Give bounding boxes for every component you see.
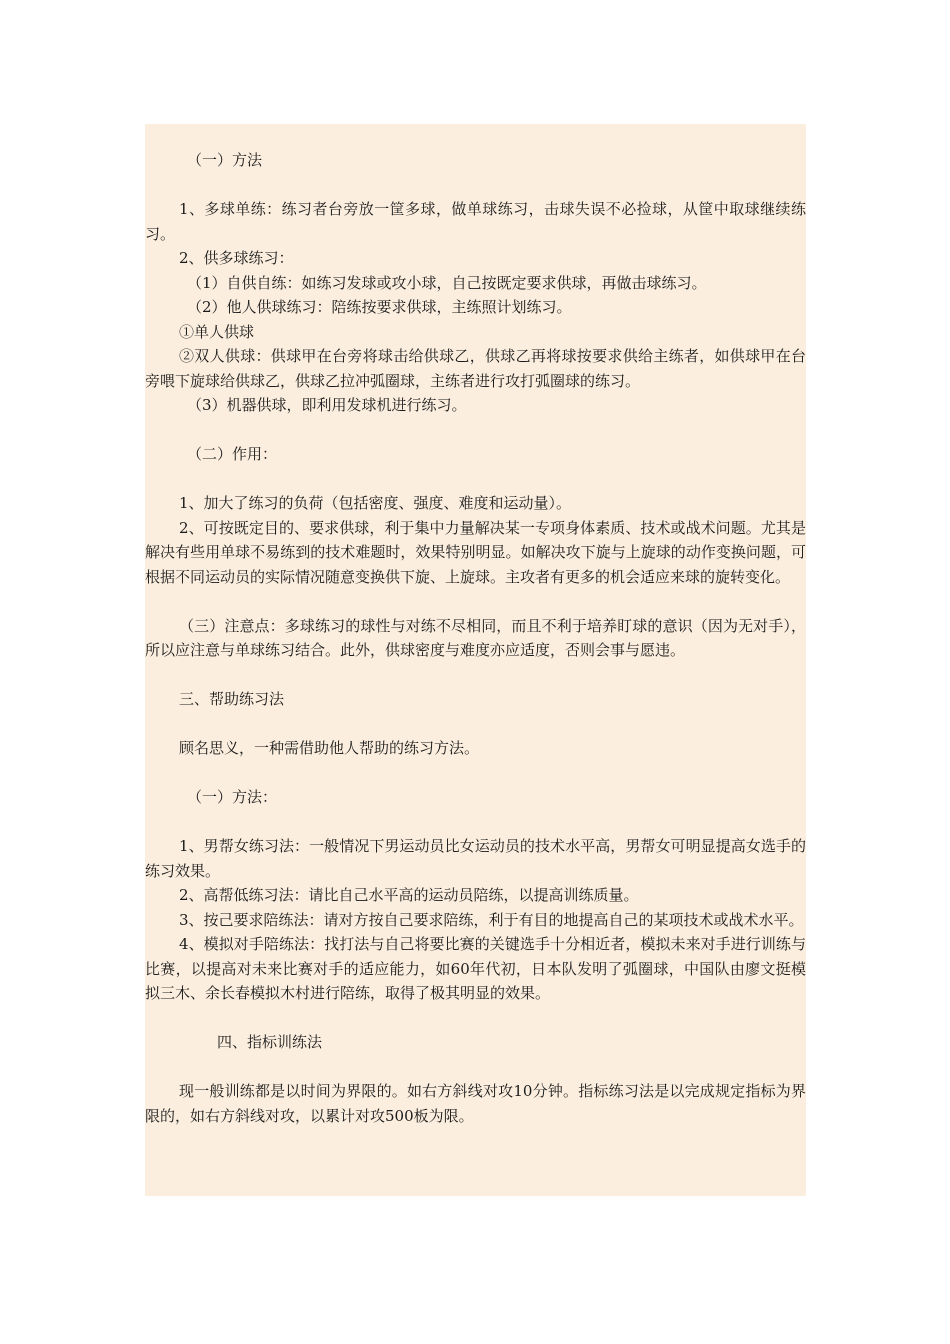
paragraph-help-4: 4、模拟对手陪练法：找打法与自己将要比赛的关键选手十分相近者，模拟未来对手进行训练与比赛，以提高对未来比赛对手的适应能力，如60年代初，日本队发明了弧圈球，中国队由廖文挺模拟三木、余长春模拟木村进行陪练，取得了极其明显的效果。	[145, 935, 806, 1002]
paragraph-help-3: 3、按己要求陪练法：请对方按自己要求陪练，利于有目的地提高自己的某项技术或战术水平。	[179, 910, 804, 929]
heading-section-3: 三、帮助练习法	[179, 690, 285, 708]
heading-method-1: （一）方法	[187, 151, 263, 169]
paragraph-multi-ball-single: 1、多球单练：练习者台旁放一筐多球，做单球练习，击球失误不必捡球，从筐中取球继续练习。	[145, 200, 806, 243]
heading-method-2: （一）方法：	[187, 788, 278, 806]
paragraph-machine-feed: （3）机器供球，即利用发球机进行练习。	[187, 396, 467, 414]
paragraph-double-feeder: ②双人供球：供球甲在台旁将球击给供球乙，供球乙再将球按要求供给主练者，如供球甲在台旁喂下旋球给供球乙，供球乙拉冲弧圈球，主练者进行攻打弧圈球的练习。	[145, 347, 806, 390]
paragraph-section-4-desc: 现一般训练都是以时间为界限的。如右方斜线对攻10分钟。指标练习法是以完成规定指标为界限的，如右方斜线对攻，以累计对攻500板为限。	[145, 1082, 806, 1125]
paragraph-self-feed: （1）自供自练：如练习发球或攻小球，自己按既定要求供球，再做击球练习。	[187, 273, 707, 292]
document-page	[145, 124, 806, 1196]
paragraph-multi-ball-feed: 2、供多球练习：	[179, 249, 294, 267]
heading-effect: （二）作用：	[187, 445, 278, 463]
paragraph-effect-1: 1、加大了练习的负荷（包括密度、强度、难度和运动量）。	[179, 494, 572, 512]
paragraph-partner-feed: （2）他人供球练习：陪练按要求供球，主练照计划练习。	[187, 298, 572, 316]
paragraph-help-2: 2、高帮低练习法：请比自己水平高的运动员陪练，以提高训练质量。	[179, 886, 639, 904]
paragraph-notes: （三）注意点：多球练习的球性与对练不尽相同，而且不利于培养盯球的意识（因为无对手），所以应注意与单球练习结合。此外，供球密度与难度亦应适度，否则会事与愿违。	[145, 616, 806, 659]
heading-section-4: 四、指标训练法	[217, 1033, 323, 1051]
paragraph-single-feeder: ①单人供球	[179, 322, 255, 341]
paragraph-effect-2: 2、可按既定目的、要求供球，利于集中力量解决某一专项身体素质、技术或战术问题。尤其是解决有些用单球不易练到的技术难题时，效果特别明显。如解决攻下旋与上旋球的动作变换问题，可根据不同运动员的实际情况随意变换供下旋、上旋球。主攻者有更多的机会适应来球的旋转变化。	[145, 518, 806, 586]
paragraph-help-1: 1、男帮女练习法：一般情况下男运动员比女运动员的技术水平高，男帮女可明显提高女选手的练习效果。	[145, 837, 806, 880]
paragraph-section-3-desc: 顾名思义，一种需借助他人帮助的练习方法。	[179, 739, 480, 757]
